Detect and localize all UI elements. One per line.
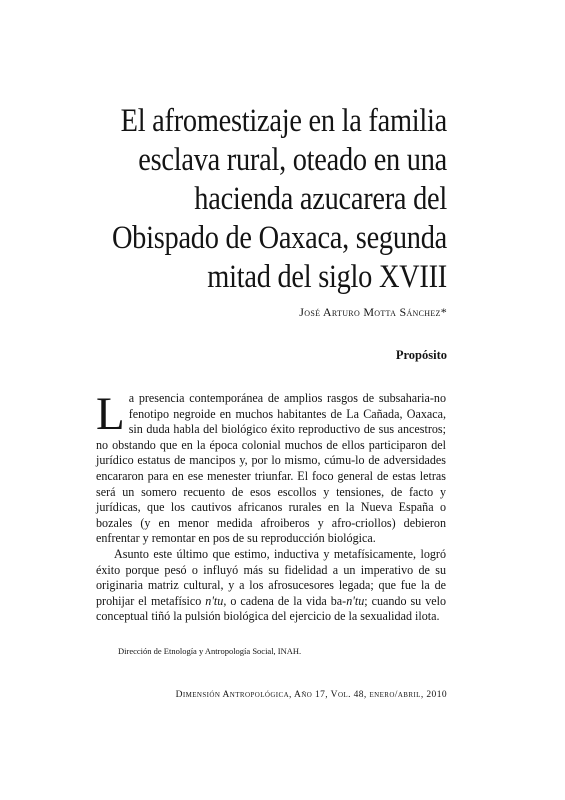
section-heading: Propósito [395, 348, 447, 362]
title-line: El afromestizaje en la familia [120, 103, 448, 139]
title-line: esclava rural, oteado en una [138, 142, 447, 178]
italic-term: n'tu [205, 593, 224, 608]
title-line: hacienda azucarera del [194, 181, 447, 217]
paragraph [96, 547, 446, 625]
author-name: José Arturo Motta Sánchez* [299, 305, 447, 319]
paragraph-text: a presencia contemporánea de amplios rasgos de subsaharia-no fenotipo negroide en muchos habitantes de La Cañada, Oaxaca, sin duda habla del biológico éxito reproductivo de sus ancestros; no obstando que en la época colonial muchos de ellos participaron del jurídico estatus de mancipos y, por lo mismo, cúmu-lo de adversidades encararon para en ese menester triunfar. El foco general de estas letras será un somero recuento de esos escollos y tensiones, de facto y jurídicas, que los cautivos africanos rurales en la Nueva España o bozales (y en menor medida afroiberos y afro-criollos) debieron enfrentar y remontar en pos de su reproducción biológica. [96, 391, 446, 546]
paragraph-text: , o cadena de la vida ba- [223, 593, 347, 608]
article-title [103, 102, 447, 297]
running-footer: Dimensión Antropológica, Año 17, Vol. 48, enero/abril, 2010 [175, 690, 447, 700]
footnote: Dirección de Etnología y Antropología Social, INAH. [118, 646, 302, 656]
paragraph [96, 388, 446, 547]
paragraph-text: Asunto este último que estimo, inductiva y metafísicamente, logró éxito porque pesó o influyó más su fidelidad a un imperativo de su originaria matriz cultural, y a los afrosucesores legada; que fue la de prohijar el metafísico [96, 546, 446, 608]
paragraph-text: ; cuando su velo conceptual tiñó la pulsión biológica del ejercicio de la sexualidad ilota. [96, 593, 447, 624]
drop-cap: L [96, 388, 125, 440]
italic-term: n'tu [346, 593, 365, 608]
title-line: mitad del siglo XVIII [207, 259, 447, 295]
title-line: Obispado de Oaxaca, segunda [111, 220, 447, 256]
body-text [96, 388, 447, 625]
